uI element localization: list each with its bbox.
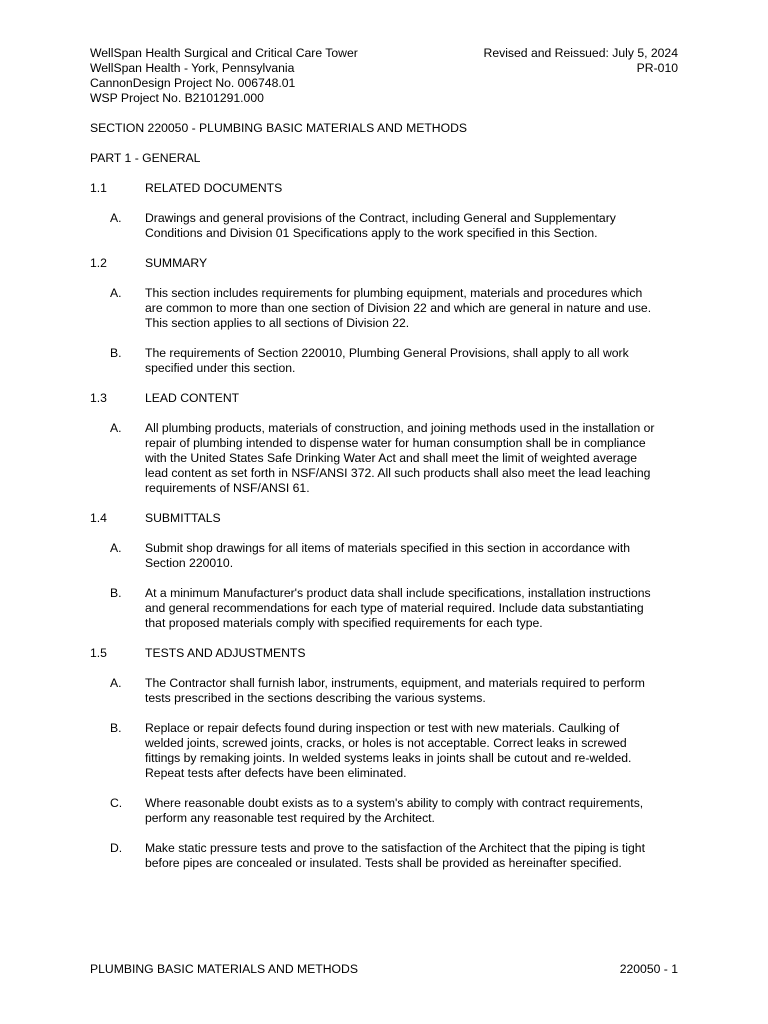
paragraph-line: The Contractor shall furnish labor, instruments, equipment, and materials required to perform [145, 676, 645, 690]
paragraph [90, 721, 678, 781]
paragraph-text [145, 676, 678, 706]
article-heading [90, 256, 678, 271]
footer-page-number: 220050 - 1 [619, 962, 678, 976]
header-revision-code: PR-010 [636, 61, 678, 75]
article-title: SUMMARY [145, 256, 208, 270]
paragraph-line: tests prescribed in the sections describing the various systems. [145, 691, 486, 705]
paragraph-label: A. [110, 286, 122, 300]
paragraph-line: Where reasonable doubt exists as to a system's ability to comply with contract requirements, [145, 796, 644, 810]
paragraph [90, 346, 678, 376]
paragraph-label: A. [110, 541, 122, 555]
paragraph-label: D. [110, 841, 123, 855]
paragraph-line: At a minimum Manufacturer's product data shall include specifications, installation instructions [145, 586, 651, 600]
paragraph-line: Make static pressure tests and prove to the satisfaction of the Architect that the piping is tight [145, 841, 645, 855]
articles-container [90, 181, 678, 871]
header-cannondesign-project: CannonDesign Project No. 006748.01 [90, 76, 296, 90]
paragraph [90, 676, 678, 706]
page-header [90, 46, 678, 106]
paragraph-line: Repeat tests after defects have been eliminated. [145, 766, 407, 780]
paragraph [90, 586, 678, 631]
document-page [90, 46, 678, 871]
paragraph-line: are common to more than one section of Division 22 and which are general in nature and use. [145, 301, 652, 315]
header-location: WellSpan Health - York, Pennsylvania [90, 61, 295, 75]
paragraph [90, 541, 678, 571]
paragraph-text [145, 796, 678, 826]
paragraph-line: lead content as set forth in NSF/ANSI 372. All such products shall also meet the lead leaching [145, 466, 651, 480]
header-project-name: WellSpan Health Surgical and Critical Care Tower [90, 46, 358, 60]
paragraph-line: with the United States Safe Drinking Water Act and shall meet the limit of weighted average [145, 451, 638, 465]
paragraph-line: The requirements of Section 220010, Plumbing General Provisions, shall apply to all work [145, 346, 629, 360]
article-title: SUBMITTALS [145, 511, 221, 525]
page-footer [90, 962, 678, 977]
paragraph-line: This section applies to all sections of Division 22. [145, 316, 410, 330]
paragraph-text [145, 841, 678, 871]
paragraph-line: Submit shop drawings for all items of materials specified in this section in accordance with [145, 541, 631, 555]
paragraph-label: B. [110, 346, 122, 360]
paragraph-line: All plumbing products, materials of construction, and joining methods used in the installation or [145, 421, 655, 435]
header-wsp-project: WSP Project No. B2101291.000 [90, 91, 264, 105]
paragraph-label: A. [110, 676, 122, 690]
paragraph-text [145, 541, 678, 571]
article-heading [90, 181, 678, 196]
paragraph-label: B. [110, 721, 122, 735]
part-title: PART 1 - GENERAL [90, 151, 201, 165]
footer-section-name: PLUMBING BASIC MATERIALS AND METHODS [90, 962, 358, 976]
article-title: LEAD CONTENT [145, 391, 240, 405]
article-number: 1.3 [90, 391, 107, 405]
paragraph-text [145, 211, 678, 241]
paragraph-text [145, 421, 678, 496]
paragraph-line: This section includes requirements for plumbing equipment, materials and procedures which [145, 286, 643, 300]
paragraph [90, 286, 678, 331]
paragraph-line: repair of plumbing intended to dispense water for human consumption shall be in compliance [145, 436, 646, 450]
paragraph-label: A. [110, 421, 122, 435]
paragraph-line: that proposed materials comply with specified requirements for each type. [145, 616, 543, 630]
paragraph-line: welded joints, screwed joints, cracks, or holes is not acceptable. Correct leaks in screwed [145, 736, 627, 750]
paragraph [90, 211, 678, 241]
article-number: 1.5 [90, 646, 107, 660]
paragraph-line: Conditions and Division 01 Specifications apply to the work specified in this Section. [145, 226, 598, 240]
paragraph-line: specified under this section. [145, 361, 296, 375]
paragraph-text [145, 721, 678, 781]
article-heading [90, 646, 678, 661]
paragraph-label: A. [110, 211, 122, 225]
paragraph-line: Replace or repair defects found during inspection or test with new materials. Caulking of [145, 721, 620, 735]
paragraph-label: B. [110, 586, 122, 600]
paragraph [90, 841, 678, 871]
paragraph-text [145, 346, 678, 376]
article-number: 1.4 [90, 511, 107, 525]
article-number: 1.1 [90, 181, 107, 195]
paragraph-line: requirements of NSF/ANSI 61. [145, 481, 310, 495]
paragraph-label: C. [110, 796, 123, 810]
paragraph-text [145, 286, 678, 331]
paragraph-line: before pipes are concealed or insulated. Tests shall be provided as hereinafter specified. [145, 856, 622, 870]
header-revision-date: Revised and Reissued: July 5, 2024 [483, 46, 678, 60]
paragraph [90, 421, 678, 496]
article-heading [90, 391, 678, 406]
paragraph-line: and general recommendations for each type of material required. Include data substantiating [145, 601, 644, 615]
section-title: SECTION 220050 - PLUMBING BASIC MATERIALS AND METHODS [90, 121, 468, 135]
article-title: TESTS AND ADJUSTMENTS [145, 646, 306, 660]
paragraph-line: Drawings and general provisions of the Contract, including General and Supplementary [145, 211, 616, 225]
paragraph-line: Section 220010. [145, 556, 234, 570]
paragraph-text [145, 586, 678, 631]
paragraph-line: fittings by remaking joints. In welded systems leaks in joints shall be cutout and re-welded. [145, 751, 632, 765]
article-number: 1.2 [90, 256, 107, 270]
article-heading [90, 511, 678, 526]
paragraph-line: perform any reasonable test required by the Architect. [145, 811, 435, 825]
article-title: RELATED DOCUMENTS [145, 181, 283, 195]
paragraph [90, 796, 678, 826]
